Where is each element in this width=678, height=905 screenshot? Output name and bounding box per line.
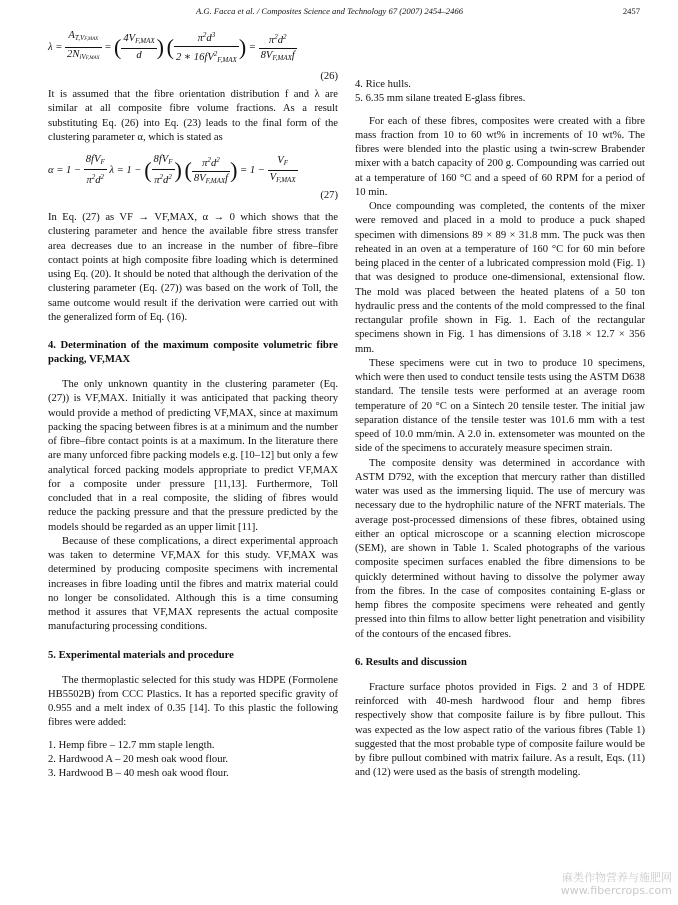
paragraph: These specimens were cut in two to produce 10 specimens, which were then used to conduct tensile tests using the ASTM D638 standard. The tensile tests were performed at an average room temperature of 20 °C on a Sintech 20 tensile tester. The initial jaw separation distance of the tensile tester was 101.6 mm with a test speed of 10.0 mm/min. A 2.0 in. extensometer was mounted on the side of the specimens to accurately measure specimen strain. xyxy=(355,357,645,455)
page-number: 2457 xyxy=(622,6,640,16)
running-title: A.G. Facca et al. / Composites Science and Technology 67 (2007) 2454–2466 xyxy=(196,6,463,16)
right-column xyxy=(355,78,645,781)
paragraph: Because of these complications, a direct experimental approach was taken to determine VF,MAX for this study. VF,MAX was determined by producing composite specimens with incremental increases in fibre loading until the fibres and matrix material could no longer be consolidated. Although this is a time consuming method it assures that VF,MAX represents the actual composite manufacturing processing conditions. xyxy=(48,535,338,633)
equation-26: λ = $\frac{A_{T,VF,MAX}}{2N_{iVF,MAX}}$ = ( $\frac{4V_{F,MAX}}{d}$ ) ( $\frac{\pi^2d^3}{2 ∗ 16fV^2_{F,MAX}}$ ) = $\frac{\pi^2d^2}{8V_{F,MAX}f}$ xyxy=(48,30,295,65)
equation-27-number: (27) xyxy=(320,190,338,201)
watermark-url: www.fibercrops.com xyxy=(560,884,672,897)
section-heading: 4. Determination of the maximum composite volumetric fibre packing, VF,MAX xyxy=(48,340,338,365)
list-item: 2. Hardwood A – 20 mesh oak wood flour. xyxy=(48,753,229,765)
paragraph: The composite density was determined in accordance with ASTM D792, with the exception that mercury rather than distilled water was used as the immersing liquid. The use of mercury was necessary due to the hydrophilic nature of the NFRT materials. The average post-processed dimensions of these fibres, obtained using either an optical microscope or a scanning election microscope (SEM), are shown in Table 1. Scaled photographs of the various composite specimen surfaces enabled the fibre dimensions to be quickly determined without having to dissolve the polymer away from the fibres. In the case of composites containing E-glass or hemp fibres the composite specimens were reheated and gently pressed into thin films to allow better light penetration and visibility of the contours of the encased fibres. xyxy=(355,457,645,640)
paragraph: In Eq. (27) as VF → VF,MAX, α → 0 which shows that the clustering parameter and hence the available fibre stress transfer area decreases due to an increase in the number of fibre–fibre contact points at high composite fibre loading which is determined using Eq. (20). It should be noted that although the derivation of the clustering parameter (Eq. (27)) was based on the work of Toll, the same outcome would result if the derivation were carried out with the generalized form of Eq. (16). xyxy=(48,212,338,323)
paragraph: For each of these fibres, composites were created with a fibre mass fraction from 10 to 60 wt% in increments of 10 wt%. The fibres were blended into the plastic using a twin-screw Brabender mixer with a batch capacity of 200 g. Compounding was carried out at a temperature of 160 °C and a speed of 60 RPM for a period of 10 min. xyxy=(355,115,645,198)
left-column xyxy=(48,26,338,781)
paragraph: Fracture surface photos provided in Figs. 2 and 3 of HDPE reinforced with 40-mesh hardwood flour and hemp fibres respectively show that composite failure is by fibre pullout. This was expected as the low aspect ratio of the various fibres (Table 1) suggested that the most probable type of composite failure would be by fibre pullout combined with matrix failure. As a result, Eqs. (11) and (12) were used as the basis of strength modeling. xyxy=(355,681,645,779)
section-heading: 5. Experimental materials and procedure xyxy=(48,649,234,661)
fibre-list-continued xyxy=(355,78,645,107)
paragraph: It is assumed that the fibre orientation distribution f and λ are similar at all composite fibre volume fractions. As a result substituting Eq. (26) into Eq. (23) leads to the final form of the clustering parameter α, which is stated as xyxy=(48,89,338,143)
fibre-list xyxy=(48,739,338,782)
running-header xyxy=(0,6,678,22)
equation-27: α = 1 − $\frac{8fV_F}{\pi^2d^2}$ λ = 1 − ( $\frac{8fV_F}{\pi^2d^2}$ ) ( $\frac{\pi^2d^2}{8V_{F,MAX}f}$ ) = 1 − $\frac{V_F}{V_{F,MAX}}$ xyxy=(48,154,296,187)
list-item: 3. Hardwood B – 40 mesh oak wood flour. xyxy=(48,768,229,779)
equation-26-number: (26) xyxy=(320,71,338,82)
list-item: 4. Rice hulls. xyxy=(355,79,411,90)
list-item: 5. 6.35 mm silane treated E-glass fibres. xyxy=(355,93,526,105)
paragraph: The only unknown quantity in the clustering parameter (Eq. (27)) is VF,MAX. Initially it was anticipated that packing theory would provide a method of predicting VF,MAX, since at maximum packing the spacing between fibres is at a minimum and the number of fibre–fibre contact points is at a maximum. In the literature there are many unforced fibre packing models e.g. [10–12] but only a few analytical forced packing models appropriate to predict VF,MAX for a composite under pressure [11,13]. Furthermore, Toll concluded that in a real composite, the sliding of fibres would reduce the packing pressure and that the pressure predicted by the models should be regarded as an upper limit [11]. xyxy=(48,379,338,533)
paragraph: The thermoplastic selected for this study was HDPE (Formolene HB5502B) from CCC Plastics. It has a reported specific gravity of 0.955 and a melt index of 0.35 [14]. To this plastic the following fibres were added: xyxy=(48,674,338,729)
list-item: 1. Hemp fibre – 12.7 mm staple length. xyxy=(48,739,215,751)
section-heading: 6. Results and discussion xyxy=(355,656,467,668)
watermark-line: 麻类作物营养与施肥网 xyxy=(562,871,672,884)
watermark xyxy=(561,871,672,897)
paragraph: Once compounding was completed, the contents of the mixer were removed and placed in a mold to produce a puck shaped specimen with dimensions 89 × 89 × 31.8 mm. The puck was then reheated in an oven at a temperature of 160 °C for 60 min before being placed in the center of a lubricated compression mold (Fig. 1) that was designed to produce one-dimensional, extensional flow. The mold was placed between the heated platens of a 50 ton hydraulic press and the contents of the mold compressed to the final rectangular profile shown in Fig. 1. Each of the rectangular specimens shown in Fig. 1 has dimensions of 3.18 × 12.7 × 356 mm. xyxy=(355,201,645,355)
